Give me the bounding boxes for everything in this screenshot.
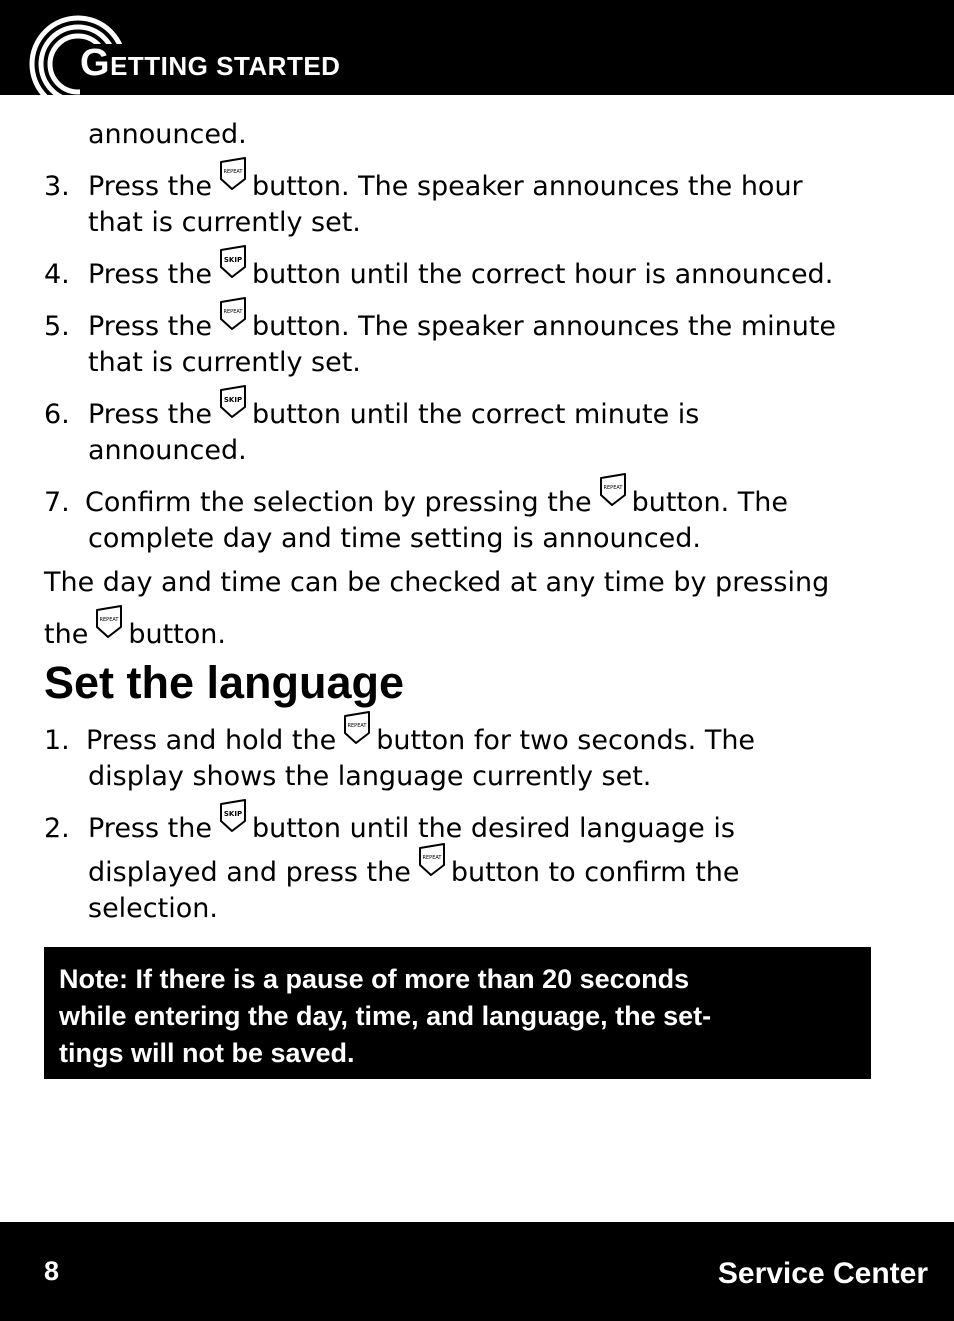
section-title: Set the language [44,657,405,708]
repeat-button-icon [342,711,372,745]
list-item-continuation: displayed and press the button to confirm the [44,843,914,887]
skip-button-icon [218,245,248,279]
page-header-title [80,44,340,82]
list-item-continuation: display shows the language currently set. [88,761,652,792]
list-item: 4. Press the button until the correct hour is announced. [44,245,914,289]
footer-section-name: Service Center [717,1257,928,1290]
list-item-continuation: announced. [88,435,247,466]
list-item: 5. Press the button. The speaker announces the minute [44,297,914,341]
repeat-button-icon [598,473,628,507]
note-line: while entering the day, time, and language, the set- [59,1001,712,1031]
instructions-content [44,113,914,931]
list-item-continuation: that is currently set. [88,207,361,238]
list-item: 1. Press and hold the button for two seconds. The [44,711,914,755]
step-continuation: announced. [88,119,247,150]
check-paragraph: The day and time can be checked at any time by pressing [44,567,830,598]
skip-button-icon [218,799,248,833]
repeat-button-icon [218,297,248,331]
check-paragraph-continuation: the button. [44,605,914,649]
repeat-button-icon [417,843,447,877]
list-item-continuation: selection. [88,893,218,924]
list-item: 3. Press the button. The speaker announces the hour [44,157,914,201]
list-item-continuation: complete day and time setting is announced. [88,523,701,554]
header-title-initial: G [80,42,111,84]
list-item: 7. Confirm the selection by pressing the button. The [44,473,914,517]
repeat-button-icon [94,605,124,639]
note-line: Note: If there is a pause of more than 20 seconds [59,964,690,994]
list-item: 2. Press the button until the desired language is [44,799,914,843]
header-bar [0,0,954,95]
repeat-button-icon [218,157,248,191]
list-item: 6. Press the button until the correct minute is [44,385,914,429]
note-box [44,947,871,1079]
page-number: 8 [44,1256,60,1286]
skip-button-icon [218,385,248,419]
list-item-continuation: that is currently set. [88,347,361,378]
note-line: tings will not be saved. [59,1038,355,1068]
header-title-rest: ETTING STARTED [110,51,341,81]
